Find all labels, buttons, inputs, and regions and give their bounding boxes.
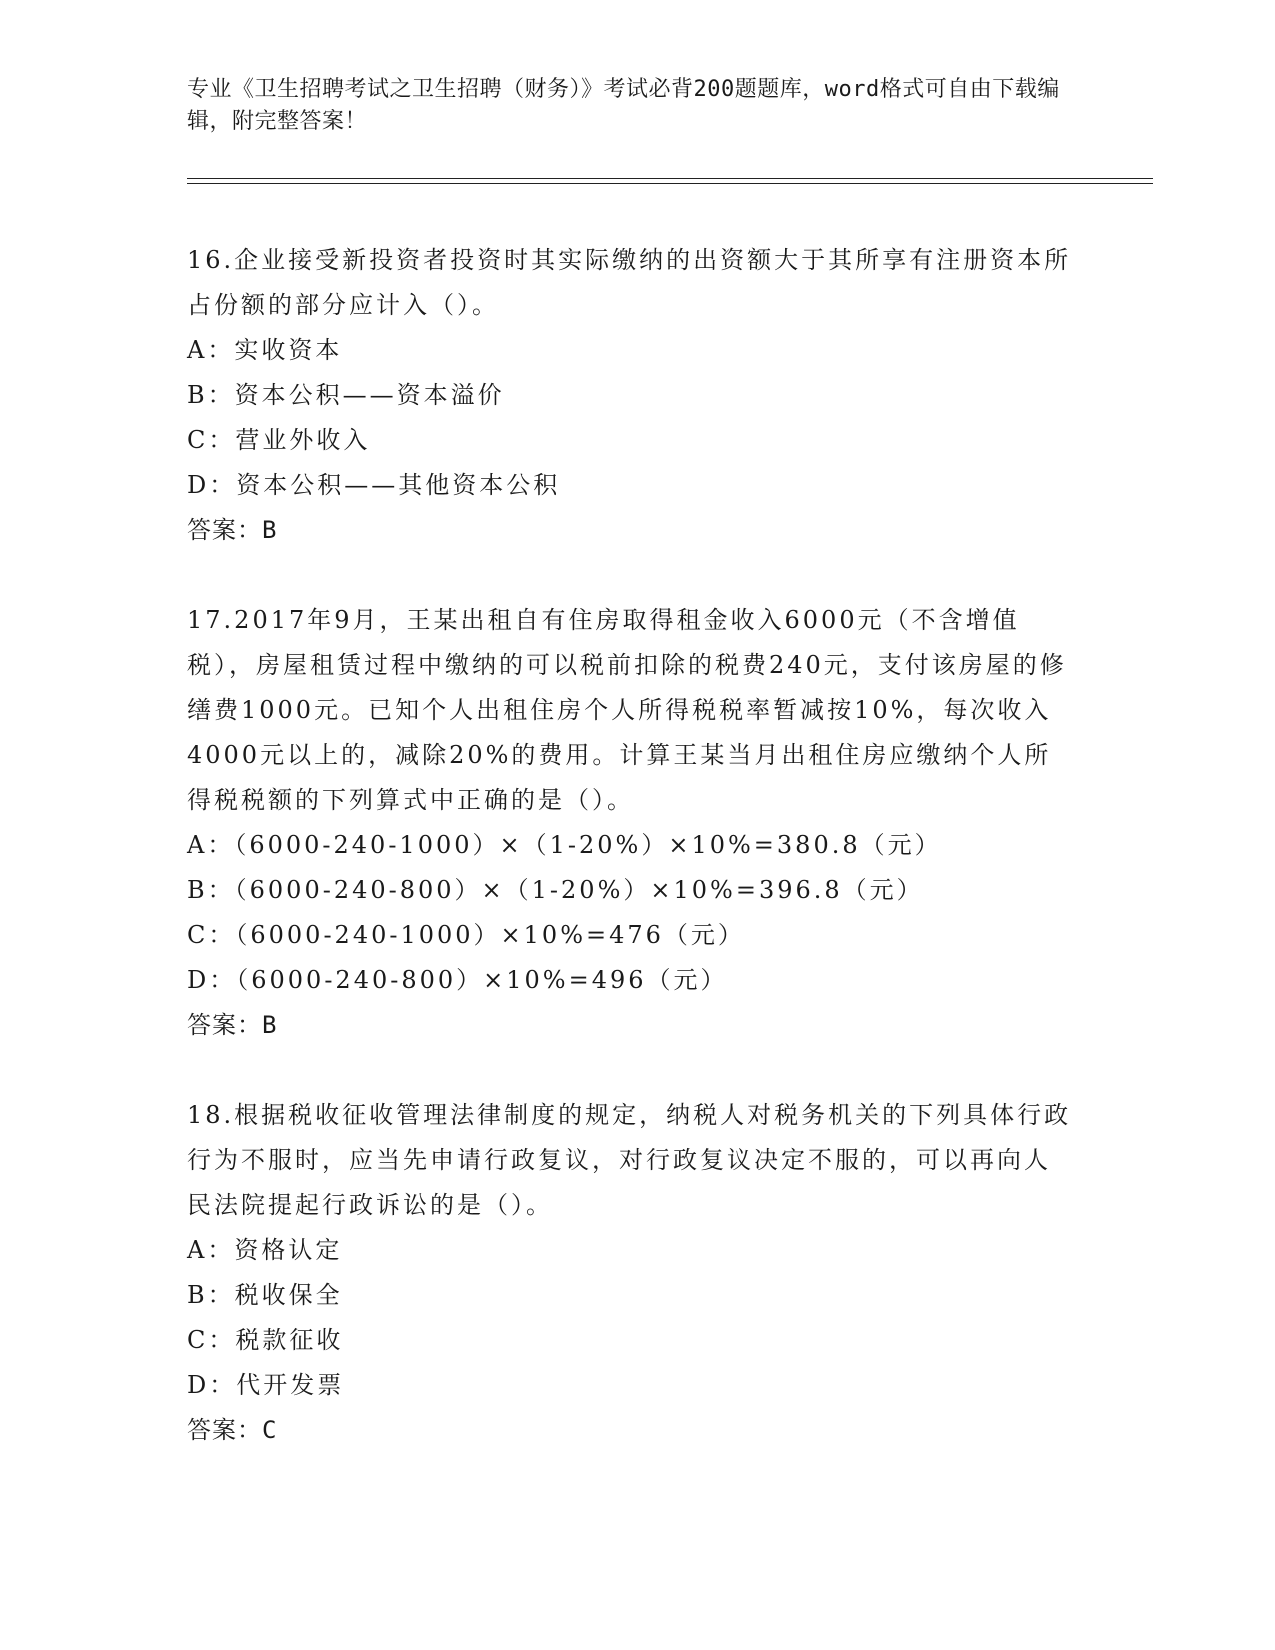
question-stem: 16.企业接受新投资者投资时其实际缴纳的出资额大于其所享有注册资本所占份额的部分应计入（）。 — [187, 246, 1072, 319]
option-c: C：营业外收入 — [187, 426, 371, 454]
header-text: 专业《卫生招聘考试之卫生招聘（财务）》考试必背200题题库，word格式可自由下载编辑，附完整答案！ — [187, 77, 1060, 134]
option-c: C：（6000-240-1000）×10%=476（元） — [187, 921, 745, 949]
option-a: A：实收资本 — [187, 336, 343, 364]
answer-line: 答案：B — [187, 516, 278, 544]
option-b: B：资本公积——资本溢价 — [187, 381, 505, 409]
option-a: A：资格认定 — [187, 1236, 343, 1264]
question-stem: 17.2017年9月，王某出租自有住房取得租金收入6000元（不含增值税），房屋租赁过程中缴纳的可以税前扣除的税费240元，支付该房屋的修缮费1000元。已知个人出租住房个人所得税税率暂减按10%，每次收入4000元以上的，减除20%的费用。计算王某当月出租住房应缴纳个人所得税税额的下列算式中正确的是（）。 — [187, 606, 1067, 814]
option-b: B：税收保全 — [187, 1281, 343, 1309]
document-header — [187, 74, 1077, 138]
option-d: D：代开发票 — [187, 1371, 345, 1399]
question-stem: 18.根据税收征收管理法律制度的规定，纳税人对税务机关的下列具体行政行为不服时，应当先申请行政复议，对行政复议决定不服的，可以再向人民法院提起行政诉讼的是（）。 — [187, 1101, 1072, 1219]
option-d: D：资本公积——其他资本公积 — [187, 471, 561, 499]
question-16 — [187, 238, 1077, 553]
question-18 — [187, 1093, 1077, 1453]
header-divider-bottom — [187, 183, 1153, 184]
header-divider-top — [187, 178, 1153, 179]
option-a: A：（6000-240-1000）×（1-20%）×10%=380.8（元） — [187, 831, 942, 859]
question-17 — [187, 598, 1077, 1048]
answer-line: 答案：C — [187, 1416, 278, 1444]
question-list — [187, 238, 1077, 1453]
option-d: D：（6000-240-800）×10%=496（元） — [187, 966, 728, 994]
answer-line: 答案：B — [187, 1011, 278, 1039]
option-b: B：（6000-240-800）×（1-20%）×10%=396.8（元） — [187, 876, 924, 904]
option-c: C：税款征收 — [187, 1326, 344, 1354]
